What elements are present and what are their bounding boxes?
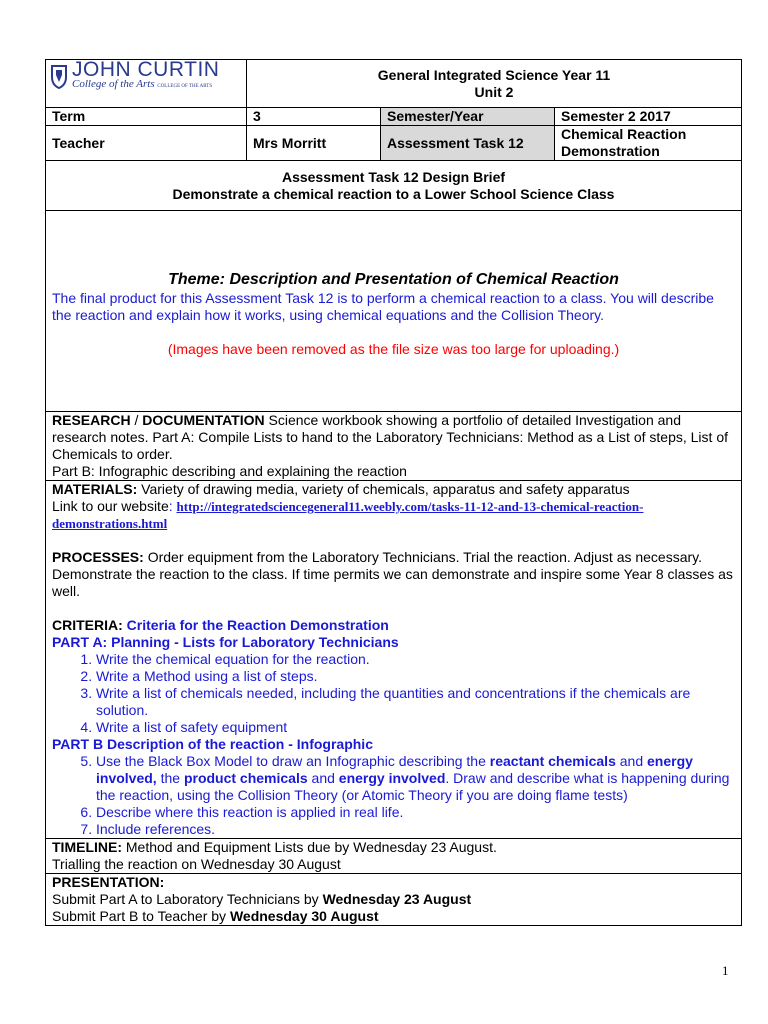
criteria-heading: CRITERIA: Criteria for the Reaction Demonstration xyxy=(52,617,389,633)
research-text: RESEARCH / DOCUMENTATION Science workbook showing a portfolio of detailed Investigation and research notes. Part A: Compile Lists to hand to the Laboratory Technicians: Method as a List of steps, List of Chemicals to order. xyxy=(52,412,728,462)
task-value: Chemical Reaction Demonstration xyxy=(555,126,742,161)
presentation-part-a: Submit Part A to Laboratory Technicians by Wednesday 23 August xyxy=(52,891,472,907)
images-removed-note: (Images have been removed as the file size was too large for uploading.) xyxy=(167,341,620,357)
unit-label: Unit 2 xyxy=(474,83,514,100)
presentation-label: PRESENTATION: xyxy=(52,874,165,890)
teacher-value: Mrs Morritt xyxy=(247,126,381,161)
teacher-label: Teacher xyxy=(46,126,247,161)
presentation-cell xyxy=(46,874,742,926)
website-link[interactable]: http://integratedsciencegeneral11.weebly.com/tasks-11-12-and-13-chemical-reaction-demonstrations.html xyxy=(52,499,644,531)
theme-cell xyxy=(46,211,742,412)
processes-text: PROCESSES: Order equipment from the Laboratory Technicians. Trial the reaction. Adjust as necessary. Demonstrate the reaction to the class. If time permits we can demonstrate and inspire some Year 8 classes as well. xyxy=(52,549,733,599)
page-number: 1 xyxy=(722,963,729,978)
timeline-cell xyxy=(46,839,742,874)
part-a-list xyxy=(52,651,735,736)
part-b-list xyxy=(52,753,735,838)
semester-label: Semester/Year xyxy=(381,108,555,126)
list-item: 4. Write a list of safety equipment xyxy=(96,719,735,736)
part-a-heading: PART A: Planning - Lists for Laboratory Technicians xyxy=(52,634,399,650)
timeline-text: TIMELINE: Method and Equipment Lists due by Wednesday 23 August. xyxy=(52,839,497,855)
list-item: 6. Describe where this reaction is applied in real life. xyxy=(96,804,735,821)
research-cell xyxy=(46,412,742,481)
list-item: 1. Write the chemical equation for the reaction. xyxy=(96,651,735,668)
course-title: General Integrated Science Year 11 xyxy=(377,66,611,83)
materials-cell xyxy=(46,481,742,839)
brief-cell xyxy=(46,161,742,211)
header-title-cell xyxy=(247,60,742,108)
document-table xyxy=(45,59,742,926)
task-label: Assessment Task 12 xyxy=(381,126,555,161)
term-value: 3 xyxy=(247,108,381,126)
list-item: 3. Write a list of chemicals needed, including the quantities and concentrations if the chemicals are solution. xyxy=(96,685,735,719)
research-part-b: Part B: Infographic describing and explaining the reaction xyxy=(52,463,407,479)
part-b-heading: PART B Description of the reaction - Infographic xyxy=(52,736,373,752)
term-label: Term xyxy=(46,108,247,126)
list-item: 2. Write a Method using a list of steps. xyxy=(96,668,735,685)
brief-subtitle: Demonstrate a chemical reaction to a Lower School Science Class xyxy=(172,185,615,202)
semester-value: Semester 2 2017 xyxy=(555,108,742,126)
theme-text: The final product for this Assessment Task 12 is to perform a chemical reaction to a class. You will describe the reaction and explain how it works, using chemical equations and the Collision Theory. xyxy=(52,290,714,323)
website-link-line: Link to our website: http://integratedsciencegeneral11.weebly.com/tasks-11-12-and-13-chemical-reaction-demonstrations.html xyxy=(52,498,644,531)
logo-cell xyxy=(46,60,247,108)
timeline-trial: Trialling the reaction on Wednesday 30 August xyxy=(52,856,341,872)
presentation-part-b: Submit Part B to Teacher by Wednesday 30 August xyxy=(52,908,379,924)
college-crest-icon xyxy=(50,63,68,89)
list-item: 5. Use the Black Box Model to draw an Infographic describing the reactant chemicals and energy involved, the product chemicals and energy involved. Draw and describe what is happening during the reaction, using the Collision Theory (or Atomic Theory if you are doing flame tests) xyxy=(96,753,735,804)
brief-title: Assessment Task 12 Design Brief xyxy=(281,168,506,185)
theme-heading: Theme: Description and Presentation of Chemical Reaction xyxy=(168,271,619,288)
logo-tagline: College of the Arts COLLEGE OF THE ARTS xyxy=(72,78,213,90)
materials-text: MATERIALS: Variety of drawing media, variety of chemicals, apparatus and safety apparatus xyxy=(52,481,630,497)
logo-name: JOHN CURTIN xyxy=(72,58,220,81)
list-item: 7. Include references. xyxy=(96,821,735,838)
